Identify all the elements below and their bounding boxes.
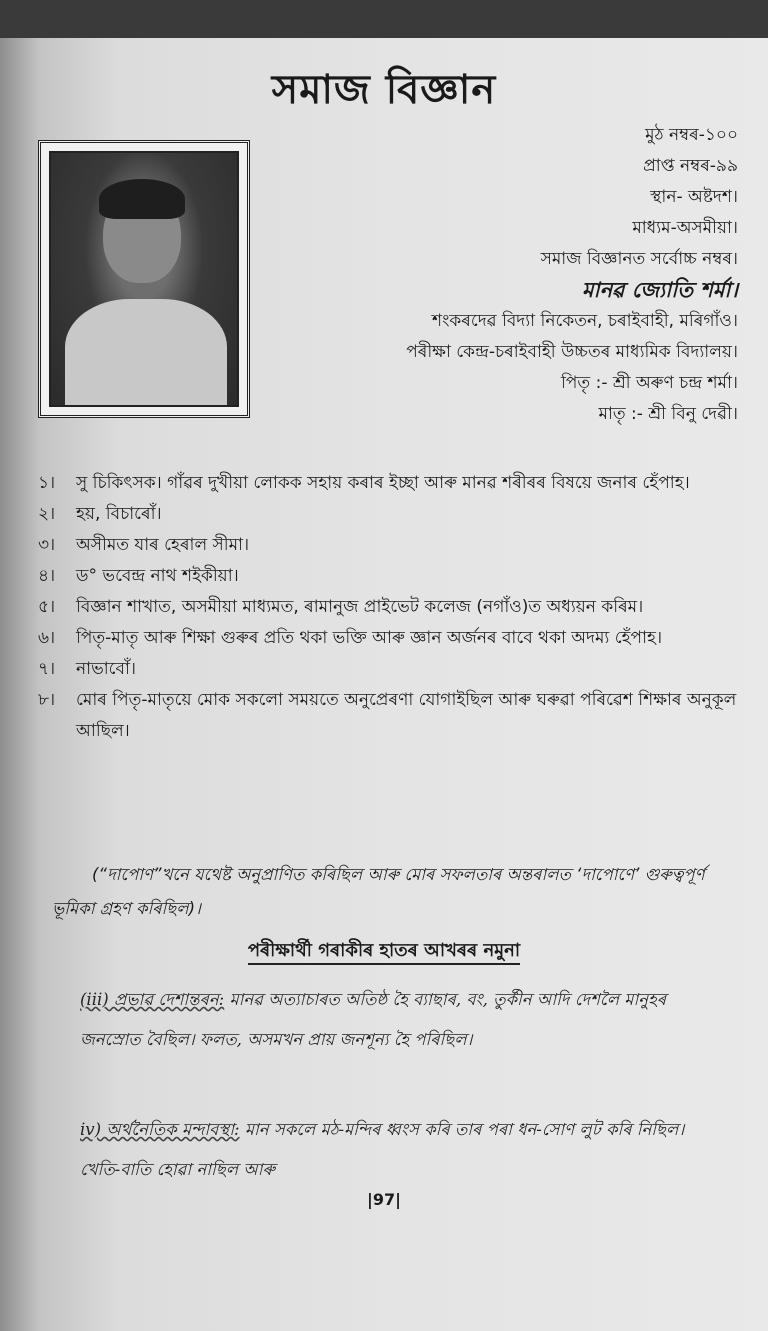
item-text: পিতৃ-মাতৃ আৰু শিক্ষা গুৰুৰ প্ৰতি থকা ভক্তি আৰু জ্ঞান অৰ্জনৰ বাবে থকা অদম্য হেঁপাহ। xyxy=(76,628,663,648)
item-number: ৮। xyxy=(38,690,56,710)
list-item xyxy=(38,592,738,623)
handwriting-paragraph-2 xyxy=(80,1110,720,1190)
item-text: অসীমত যাৰ হেৰাল সীমা। xyxy=(76,535,250,555)
item-number: ৫। xyxy=(38,597,56,617)
handwriting-text: মান সকলে মঠ-মন্দিৰ ধ্বংস কৰি তাৰ পৰা ধন-সোণ লুট কৰি নিছিল। খেতি-বাতি হোৱা নাছিল আৰু xyxy=(80,1120,685,1179)
list-item xyxy=(38,468,738,499)
list-item xyxy=(38,530,738,561)
item-text: সু চিকিৎসক। গাঁৱৰ দুখীয়া লোকক সহায় কৰাৰ ইচ্ছা আৰু মানৱ শৰীৰৰ বিষয়ে জনাৰ হেঁপাহ। xyxy=(76,473,690,493)
item-number: ২। xyxy=(38,504,56,524)
medium: মাধ্যম-অসমীয়া। xyxy=(632,218,738,238)
obtained-marks: প্ৰাপ্ত নম্বৰ-৯৯ xyxy=(643,156,738,176)
item-text: নাভাবোঁ। xyxy=(76,659,136,679)
item-number: ৭। xyxy=(38,659,56,679)
student-details xyxy=(268,120,738,430)
dapon-note: (“দাপোণ”খনে যথেষ্ট অনুপ্ৰাণিত কৰিছিল আৰু মোৰ সফলতাৰ অন্তৰালত ‘দাপোণে’ গুৰুত্বপূৰ্ণ ভূমিকা গ্ৰহণ কৰিছিল)। xyxy=(52,865,705,918)
item-text: হয়, বিচাৰোঁ। xyxy=(76,504,162,524)
item-number: ৬। xyxy=(38,628,56,648)
student-name: মানৱ জ্যোতি শৰ্মা। xyxy=(581,278,738,302)
mother-name: মাতৃ :- শ্ৰী বিনু দেৱী। xyxy=(598,404,738,424)
list-item xyxy=(38,623,738,654)
school-name: শংকৰদেৱ বিদ্যা নিকেতন, চৰাইবাহী, মৰিগাঁও। xyxy=(432,311,738,331)
father-name: পিতৃ :- শ্ৰী অৰুণ চন্দ্ৰ শৰ্মা। xyxy=(561,373,738,393)
list-item xyxy=(38,499,738,530)
list-item xyxy=(38,685,738,747)
handwriting-sample-title-text: পৰীক্ষাৰ্থী গৰাকীৰ হাতৰ আখৰৰ নমুনা xyxy=(248,940,520,965)
item-text: বিজ্ঞান শাখাত, অসমীয়া মাধ্যমত, ৰামানুজ প্ৰাইভেট কলেজ (নগাঁও)ত অধ্যয়ন কৰিম। xyxy=(76,597,644,617)
student-photo xyxy=(38,140,250,418)
exam-centre: পৰীক্ষা কেন্দ্ৰ-চৰাইবাহী উচ্চতৰ মাধ্যমিক বিদ্যালয়। xyxy=(406,342,738,362)
item-number: ৩। xyxy=(38,535,56,555)
handwriting-label: (iii) প্ৰভাৱ দেশান্তৰন: xyxy=(80,990,225,1009)
photo-shirt xyxy=(65,299,227,407)
item-text: ড° ভবেন্দ্ৰ নাথ শইকীয়া। xyxy=(76,566,239,586)
photo-hair xyxy=(99,179,185,219)
list-item xyxy=(38,654,738,685)
answer-list xyxy=(38,468,738,747)
rank: স্থান- অষ্টদশ। xyxy=(650,187,738,207)
item-number: ১। xyxy=(38,473,56,493)
item-number: ৪। xyxy=(38,566,56,586)
full-marks: মুঠ নম্বৰ-১০০ xyxy=(645,125,738,145)
handwriting-paragraph-1 xyxy=(80,980,720,1060)
photo-image xyxy=(49,151,239,407)
highest-marks-note: সমাজ বিজ্ঞানত সৰ্বোচ্চ নম্বৰ। xyxy=(540,249,738,269)
list-item xyxy=(38,561,738,592)
handwriting-text: মানৱ অত্যাচাৰত অতিষ্ঠ হৈ ব্যাছাৰ, বং, তুৰ্কীন আদি দেশলৈ মানুহৰ জনস্ৰোত বৈছিল। ফলত, অসমখন প্ৰায় জনশূন্য হৈ পৰিছিল। xyxy=(80,990,667,1049)
page-number: |97| xyxy=(367,1190,401,1209)
page-title: সমাজ বিজ্ঞান xyxy=(271,67,497,113)
item-text: মোৰ পিতৃ-মাতৃয়ে মোক সকলো সময়তে অনুপ্ৰেৰণা যোগাইছিল আৰু ঘৰুৱা পৰিৱেশ শিক্ষাৰ অনুকূল আছিল। xyxy=(76,690,737,741)
handwriting-label: iv) অৰ্থনৈতিক মন্দাবস্থা: xyxy=(80,1120,240,1139)
handwriting-sample-title xyxy=(0,936,768,967)
